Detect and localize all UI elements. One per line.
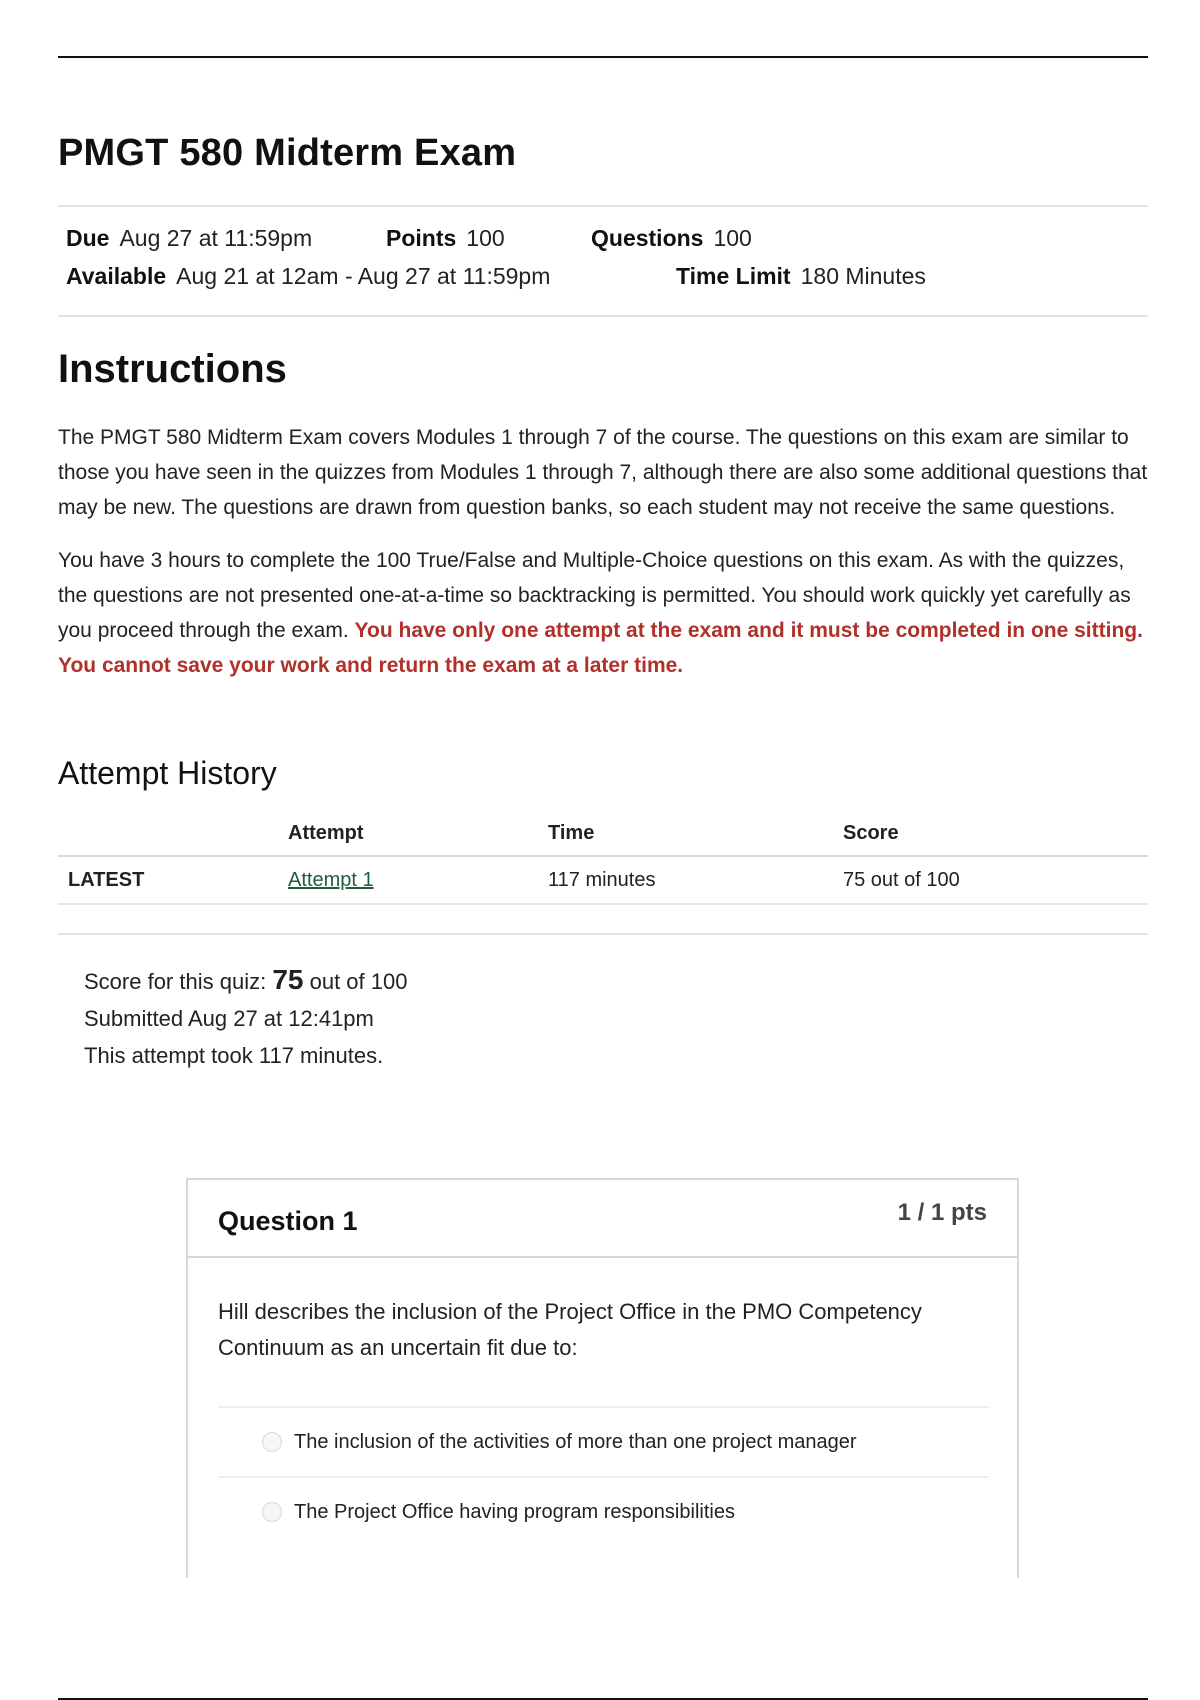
- duration-line: This attempt took 117 minutes.: [84, 1043, 384, 1068]
- due-label: Due: [66, 225, 110, 251]
- answer-list: [218, 1406, 989, 1546]
- quiz-page: [58, 132, 1148, 1074]
- time-limit-value: 180 Minutes: [800, 263, 926, 289]
- table-row: [58, 856, 1148, 904]
- answer-label: The inclusion of the activities of more than one project manager: [294, 1430, 857, 1453]
- answer-option[interactable]: [218, 1406, 989, 1476]
- top-rule: [58, 56, 1148, 58]
- attempt-history-table: [58, 812, 1148, 905]
- score-line: [84, 961, 1148, 1000]
- score-cell: 75 out of 100: [833, 856, 1148, 904]
- points-label: Points: [386, 225, 457, 251]
- score-prefix: Score for this quiz:: [84, 969, 267, 994]
- attempt-cell: [278, 856, 538, 904]
- column-header: Score: [833, 812, 1148, 856]
- instructions-text: You have 3 hours to complete the 100 True/False and Multiple-Choice questions on this exam. As with the quizzes, the questions are not presented one-at-a-time so backtracking is permitted. You should work quickly yet carefully as you proceed through the exam.: [58, 549, 1131, 642]
- column-header: Attempt: [278, 812, 538, 856]
- attempt-1-link[interactable]: Attempt 1: [288, 868, 374, 891]
- instructions-heading: Instructions: [58, 347, 287, 391]
- divider: [58, 933, 1148, 935]
- column-header: Time: [538, 812, 833, 856]
- question-header: [188, 1180, 1017, 1258]
- table-header-row: [58, 812, 1148, 856]
- page-title: PMGT 580 Midterm Exam: [58, 132, 517, 174]
- quiz-details: [58, 207, 1148, 315]
- time-limit-info: [676, 263, 926, 290]
- questions-label: Questions: [591, 225, 704, 251]
- due-value: Aug 27 at 11:59pm: [119, 225, 313, 251]
- attempt-history-heading: Attempt History: [58, 755, 277, 791]
- attempt-summary: [84, 961, 1148, 1074]
- time-cell: 117 minutes: [538, 856, 833, 904]
- instructions-body: [58, 420, 1148, 683]
- time-limit-label: Time Limit: [676, 263, 791, 289]
- question-text: Hill describes the inclusion of the Project Office in the PMO Competency Continuum as an uncertain fit due to:: [218, 1299, 922, 1360]
- instructions-warning: You have only one attempt at the exam and it must be completed in one sitting. You cannot save your work and return the exam at a later time.: [58, 619, 1143, 677]
- available-info: [66, 263, 676, 290]
- answer-option[interactable]: [218, 1476, 989, 1546]
- answer-label: The Project Office having program responsibilities: [294, 1500, 735, 1523]
- instructions-paragraph-2: [58, 543, 1148, 683]
- radio-icon[interactable]: [262, 1432, 282, 1452]
- latest-label: LATEST: [58, 856, 278, 904]
- questions-value: 100: [713, 225, 752, 251]
- score-value: 75: [272, 964, 304, 995]
- points-info: [386, 225, 591, 252]
- question-title: Question 1: [218, 1205, 358, 1236]
- available-value: Aug 21 at 12am - Aug 27 at 11:59pm: [176, 263, 551, 289]
- radio-icon[interactable]: [262, 1502, 282, 1522]
- points-value: 100: [466, 225, 505, 251]
- question-points: 1 / 1 pts: [897, 1199, 987, 1226]
- questions-info: [591, 225, 752, 252]
- instructions-paragraph-1: The PMGT 580 Midterm Exam covers Modules 1 through 7 of the course. The questions on this exam are similar to those you have seen in the quizzes from Modules 1 through 7, although there are also some additional questions that may be new. The questions are drawn from question banks, so each student may not receive the same questions.: [58, 426, 1148, 519]
- question-card: [186, 1178, 1019, 1578]
- available-label: Available: [66, 263, 167, 289]
- due-info: [66, 225, 386, 252]
- score-suffix: out of 100: [309, 969, 408, 994]
- column-header: [58, 812, 278, 856]
- divider: [58, 315, 1148, 317]
- submitted-line: Submitted Aug 27 at 12:41pm: [84, 1006, 374, 1031]
